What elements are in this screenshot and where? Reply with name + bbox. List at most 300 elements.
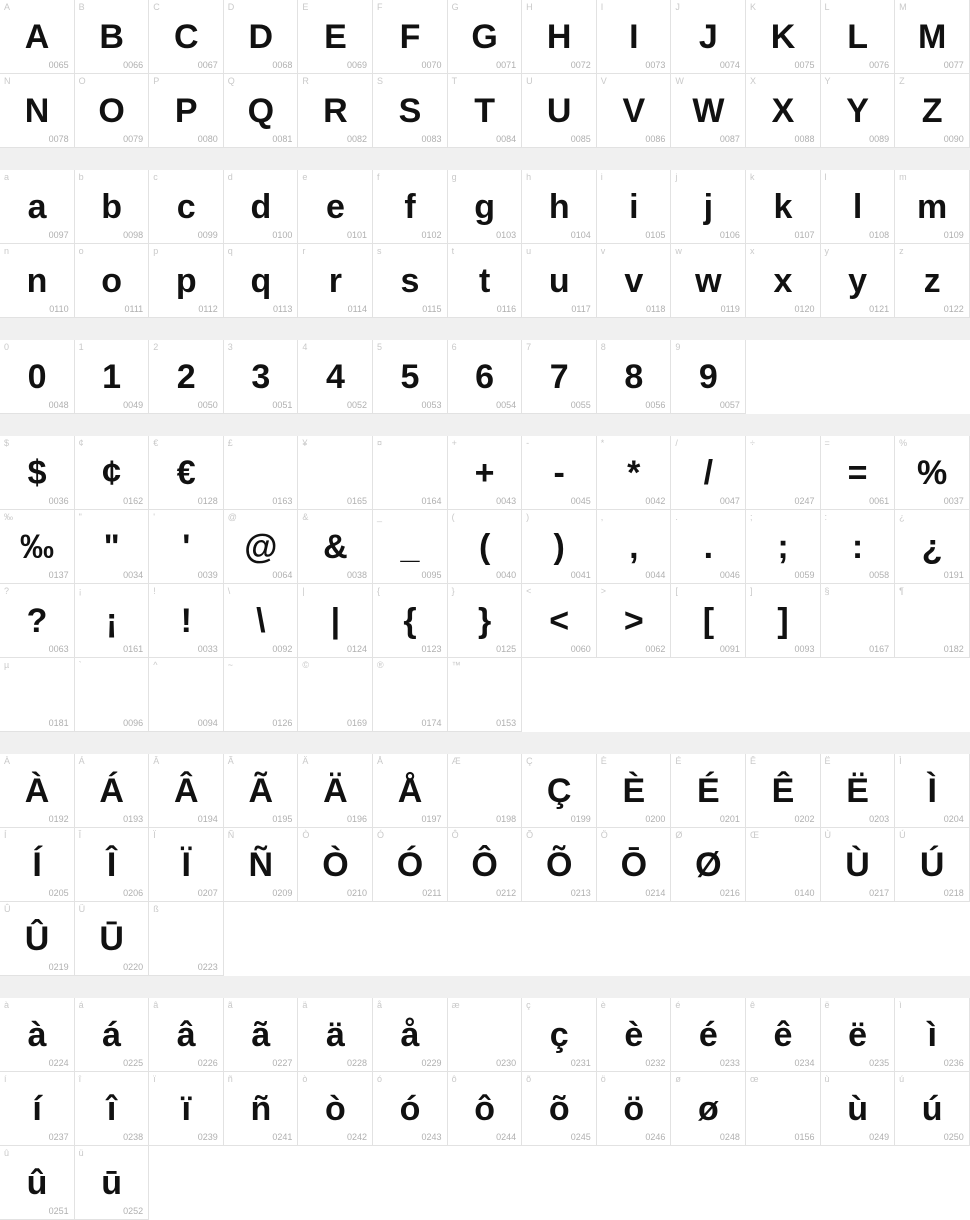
glyph-character: D (248, 17, 273, 56)
glyph-corner-label: 4 (302, 342, 308, 352)
glyph-corner-label: r (302, 246, 306, 256)
glyph-cell[interactable] (0, 74, 75, 148)
glyph-cell[interactable] (671, 998, 746, 1072)
glyph-cell[interactable] (448, 0, 523, 74)
glyph-cell[interactable] (0, 436, 75, 510)
glyph-cell[interactable] (0, 244, 75, 318)
glyph-corner-label: ~ (227, 660, 234, 670)
glyph-cell[interactable] (895, 0, 970, 74)
glyph-character: o (101, 261, 122, 300)
glyph-cell[interactable] (448, 170, 523, 244)
glyph-cell[interactable] (224, 658, 299, 732)
glyph-character: 1 (102, 357, 121, 396)
glyph-cell[interactable] (298, 1072, 373, 1146)
glyph-character: F (399, 17, 420, 56)
glyph-cell[interactable] (597, 1072, 672, 1146)
glyph-cell[interactable] (821, 584, 896, 658)
glyph-character: q (250, 261, 271, 300)
glyph-character: Ō (620, 845, 647, 884)
glyph-code-label: 0070 (421, 60, 442, 70)
glyph-cell[interactable] (0, 658, 75, 732)
glyph-character: > (623, 601, 644, 640)
glyph-code-label: 0182 (943, 644, 964, 654)
glyph-cell[interactable] (671, 754, 746, 828)
glyph-cell[interactable] (149, 584, 224, 658)
glyph-cell[interactable] (895, 754, 970, 828)
glyph-character: | (330, 601, 340, 640)
glyph-cell[interactable] (821, 828, 896, 902)
glyph-corner-label: & (302, 512, 309, 522)
glyph-character: å (400, 1015, 419, 1054)
glyph-cell[interactable] (597, 998, 672, 1072)
glyph-cell[interactable] (224, 170, 299, 244)
glyph-cell[interactable] (149, 658, 224, 732)
glyph-cell[interactable] (895, 510, 970, 584)
glyph-cell[interactable] (895, 1072, 970, 1146)
glyph-corner-label: £ (227, 438, 233, 448)
glyph-cell[interactable] (224, 754, 299, 828)
glyph-cell[interactable] (149, 244, 224, 318)
glyph-cell[interactable] (298, 0, 373, 74)
glyph-cell[interactable] (75, 0, 150, 74)
block-separator (0, 976, 970, 998)
glyph-corner-label: ® (376, 660, 384, 670)
glyph-cell[interactable] (522, 998, 597, 1072)
glyph-cell[interactable] (0, 170, 75, 244)
glyph-character: Â (173, 771, 199, 810)
glyph-code-label: 0071 (496, 60, 517, 70)
glyph-cell[interactable] (224, 74, 299, 148)
glyph-cell[interactable] (448, 754, 523, 828)
glyph-character: X (771, 91, 794, 130)
glyph-character: 6 (475, 357, 494, 396)
glyph-cell[interactable] (597, 828, 672, 902)
glyph-block-uppercase-latin (0, 0, 970, 148)
glyph-cell[interactable] (75, 74, 150, 148)
glyph-corner-label: ) (526, 512, 530, 522)
glyph-cell[interactable] (448, 828, 523, 902)
glyph-character: / (703, 453, 713, 492)
glyph-code-label: 0128 (197, 496, 218, 506)
glyph-block-lowercase-latin (0, 170, 970, 318)
glyph-cell[interactable] (298, 998, 373, 1072)
glyph-corner-label: = (824, 438, 830, 448)
glyph-cell[interactable] (75, 510, 150, 584)
glyph-cell[interactable] (373, 436, 448, 510)
glyph-cell[interactable] (0, 828, 75, 902)
glyph-corner-label: M (899, 2, 907, 12)
glyph-code-label: 0167 (869, 644, 890, 654)
glyph-code-label: 0153 (496, 718, 517, 728)
glyph-cell[interactable] (522, 436, 597, 510)
glyph-cell[interactable] (298, 510, 373, 584)
glyph-cell[interactable] (671, 340, 746, 414)
glyph-code-label: 0075 (794, 60, 815, 70)
glyph-cell[interactable] (746, 1072, 821, 1146)
glyph-cell[interactable] (298, 340, 373, 414)
glyph-cell[interactable] (746, 436, 821, 510)
glyph-character: _ (400, 527, 419, 566)
glyph-code-label: 0063 (48, 644, 69, 654)
glyph-cell[interactable] (224, 244, 299, 318)
glyph-cell[interactable] (149, 902, 224, 976)
glyph-cell[interactable] (298, 170, 373, 244)
glyph-cell[interactable] (895, 244, 970, 318)
glyph-character: S (398, 91, 421, 130)
glyph-cell[interactable] (373, 74, 448, 148)
glyph-code-label: 0124 (346, 644, 367, 654)
glyph-cell[interactable] (75, 340, 150, 414)
glyph-corner-label: u (526, 246, 532, 256)
glyph-cell[interactable] (821, 754, 896, 828)
glyph-cell[interactable] (895, 998, 970, 1072)
glyph-cell[interactable] (373, 340, 448, 414)
glyph-cell[interactable] (0, 1072, 75, 1146)
glyph-code-label: 0211 (422, 888, 442, 898)
glyph-cell[interactable] (448, 998, 523, 1072)
glyph-code-label: 0106 (719, 230, 740, 240)
glyph-cell[interactable] (75, 998, 150, 1072)
glyph-code-label: 0223 (197, 962, 218, 972)
glyph-code-label: 0196 (346, 814, 367, 824)
glyph-corner-label: Ø (675, 830, 683, 840)
glyph-character: í (32, 1089, 42, 1128)
glyph-corner-label: â (153, 1000, 159, 1010)
glyph-cell[interactable] (671, 510, 746, 584)
glyph-code-label: 0105 (645, 230, 666, 240)
glyph-character: h (548, 187, 570, 226)
glyph-cell[interactable] (522, 828, 597, 902)
glyph-cell[interactable] (298, 74, 373, 148)
glyph-cell[interactable] (224, 828, 299, 902)
glyph-cell[interactable] (75, 244, 150, 318)
glyph-code-label: 0059 (794, 570, 815, 580)
glyph-cell[interactable] (895, 170, 970, 244)
glyph-cell[interactable] (597, 170, 672, 244)
glyph-cell[interactable] (746, 0, 821, 74)
glyph-cell[interactable] (373, 170, 448, 244)
glyph-cell[interactable] (597, 510, 672, 584)
glyph-cell[interactable] (821, 74, 896, 148)
glyph-cell[interactable] (149, 754, 224, 828)
glyph-cell[interactable] (597, 584, 672, 658)
glyph-code-label: 0194 (197, 814, 218, 824)
glyph-code-label: 0163 (272, 496, 293, 506)
glyph-character: k (773, 187, 792, 226)
glyph-cell[interactable] (0, 340, 75, 414)
glyph-cell[interactable] (671, 244, 746, 318)
glyph-corner-label: K (749, 2, 756, 12)
glyph-cell[interactable] (597, 0, 672, 74)
glyph-corner-label: õ (526, 1074, 532, 1084)
glyph-cell[interactable] (746, 74, 821, 148)
glyph-code-label: 0122 (943, 304, 964, 314)
glyph-cell[interactable] (746, 754, 821, 828)
glyph-code-label: 0245 (570, 1132, 591, 1142)
glyph-cell[interactable] (0, 510, 75, 584)
glyph-code-label: 0233 (719, 1058, 740, 1068)
glyph-corner-label: 7 (526, 342, 532, 352)
glyph-code-label: 0102 (421, 230, 442, 240)
glyph-cell[interactable] (373, 754, 448, 828)
glyph-cell[interactable] (522, 510, 597, 584)
glyph-cell[interactable] (373, 1072, 448, 1146)
glyph-cell[interactable] (448, 1072, 523, 1146)
glyph-cell[interactable] (75, 584, 150, 658)
glyph-cell[interactable] (522, 754, 597, 828)
glyph-character: s (400, 261, 419, 300)
glyph-code-label: 0218 (943, 888, 964, 898)
glyph-cell[interactable] (373, 584, 448, 658)
glyph-cell[interactable] (0, 998, 75, 1072)
glyph-cell[interactable] (373, 0, 448, 74)
glyph-cell[interactable] (671, 0, 746, 74)
glyph-cell[interactable] (671, 828, 746, 902)
glyph-cell[interactable] (149, 170, 224, 244)
glyph-cell[interactable] (0, 1146, 75, 1220)
glyph-corner-label: ç (526, 1000, 531, 1010)
glyph-cell[interactable] (75, 170, 150, 244)
glyph-cell[interactable] (448, 244, 523, 318)
glyph-cell[interactable] (0, 754, 75, 828)
glyph-corner-label: m (899, 172, 907, 182)
glyph-code-label: 0040 (496, 570, 517, 580)
glyph-cell[interactable] (75, 658, 150, 732)
glyph-cell[interactable] (373, 828, 448, 902)
glyph-cell[interactable] (75, 828, 150, 902)
glyph-cell[interactable] (149, 1072, 224, 1146)
glyph-corner-label: j (675, 172, 678, 182)
glyph-code-label: 0108 (869, 230, 890, 240)
glyph-cell[interactable] (149, 340, 224, 414)
glyph-corner-label: O (78, 76, 86, 86)
glyph-code-label: 0204 (943, 814, 964, 824)
glyph-character: j (703, 187, 713, 226)
glyph-code-label: 0110 (49, 304, 69, 314)
glyph-cell[interactable] (75, 754, 150, 828)
glyph-cell[interactable] (821, 0, 896, 74)
glyph-corner-label: Z (899, 76, 905, 86)
glyph-cell[interactable] (746, 828, 821, 902)
glyph-cell[interactable] (224, 1072, 299, 1146)
glyph-cell[interactable] (597, 754, 672, 828)
glyph-code-label: 0198 (496, 814, 517, 824)
glyph-character: v (624, 261, 643, 300)
glyph-cell[interactable] (149, 828, 224, 902)
glyph-code-label: 0191 (943, 570, 964, 580)
glyph-cell[interactable] (298, 754, 373, 828)
glyph-code-label: 0112 (198, 304, 218, 314)
glyph-cell[interactable] (448, 340, 523, 414)
glyph-corner-label: e (302, 172, 308, 182)
glyph-cell[interactable] (224, 510, 299, 584)
glyph-cell[interactable] (448, 74, 523, 148)
glyph-cell[interactable] (522, 0, 597, 74)
glyph-code-label: 0041 (570, 570, 591, 580)
glyph-code-label: 0062 (645, 644, 666, 654)
glyph-character: û (26, 1163, 47, 1202)
glyph-corner-label: c (153, 172, 158, 182)
glyph-cell[interactable] (373, 510, 448, 584)
glyph-corner-label: É (675, 756, 682, 766)
glyph-cell[interactable] (821, 1072, 896, 1146)
glyph-cell[interactable] (373, 998, 448, 1072)
glyph-character: Ä (323, 771, 348, 810)
glyph-cell[interactable] (149, 998, 224, 1072)
glyph-code-label: 0045 (570, 496, 591, 506)
glyph-cell[interactable] (821, 170, 896, 244)
glyph-block-digits (0, 340, 970, 414)
glyph-code-label: 0230 (496, 1058, 517, 1068)
glyph-cell[interactable] (821, 436, 896, 510)
glyph-cell[interactable] (224, 340, 299, 414)
glyph-cell[interactable] (224, 998, 299, 1072)
glyph-code-label: 0210 (346, 888, 367, 898)
glyph-character: ê (773, 1015, 792, 1054)
glyph-code-label: 0117 (571, 304, 591, 314)
glyph-code-label: 0074 (719, 60, 740, 70)
glyph-cell[interactable] (522, 74, 597, 148)
glyph-corner-label: Ü (78, 904, 86, 914)
glyph-cell[interactable] (75, 902, 150, 976)
glyph-cell[interactable] (224, 584, 299, 658)
glyph-code-label: 0072 (570, 60, 591, 70)
glyph-cell[interactable] (671, 584, 746, 658)
glyph-cell[interactable] (224, 0, 299, 74)
glyph-character: Ñ (248, 845, 273, 884)
glyph-character: d (250, 187, 271, 226)
glyph-cell[interactable] (522, 1072, 597, 1146)
glyph-cell[interactable] (821, 510, 896, 584)
glyph-character: : (851, 527, 863, 566)
glyph-code-label: 0232 (645, 1058, 666, 1068)
glyph-corner-label: h (526, 172, 532, 182)
glyph-cell[interactable] (671, 74, 746, 148)
glyph-cell[interactable] (149, 436, 224, 510)
glyph-cell[interactable] (895, 584, 970, 658)
glyph-cell[interactable] (597, 74, 672, 148)
glyph-cell[interactable] (597, 340, 672, 414)
glyph-cell[interactable] (298, 584, 373, 658)
glyph-cell[interactable] (448, 436, 523, 510)
glyph-code-label: 0241 (272, 1132, 293, 1142)
glyph-character: È (622, 771, 645, 810)
glyph-character: u (548, 261, 570, 300)
glyph-code-label: 0248 (719, 1132, 740, 1142)
glyph-corner-label: Æ (451, 756, 461, 766)
glyph-code-label: 0164 (421, 496, 442, 506)
glyph-cell[interactable] (522, 340, 597, 414)
glyph-cell[interactable] (75, 1146, 150, 1220)
glyph-corner-label: ¤ (376, 438, 382, 448)
glyph-cell[interactable] (224, 436, 299, 510)
glyph-cell[interactable] (671, 436, 746, 510)
glyph-cell[interactable] (448, 584, 523, 658)
glyph-character: ø (698, 1089, 719, 1128)
glyph-cell[interactable] (746, 170, 821, 244)
glyph-code-label: 0084 (496, 134, 517, 144)
glyph-cell[interactable] (597, 244, 672, 318)
glyph-code-label: 0137 (48, 570, 69, 580)
glyph-cell[interactable] (746, 584, 821, 658)
glyph-code-label: 0244 (496, 1132, 517, 1142)
glyph-corner-label: s (376, 246, 382, 256)
glyph-cell[interactable] (448, 510, 523, 584)
glyph-cell[interactable] (149, 0, 224, 74)
glyph-character: p (175, 261, 197, 300)
glyph-cell[interactable] (522, 244, 597, 318)
glyph-cell[interactable] (149, 74, 224, 148)
glyph-block-lowercase-accented (0, 998, 970, 1220)
glyph-character: . (703, 527, 713, 566)
glyph-code-label: 0057 (719, 400, 740, 410)
glyph-cell[interactable] (895, 436, 970, 510)
glyph-cell[interactable] (895, 74, 970, 148)
glyph-corner-label: . (675, 512, 678, 522)
glyph-cell[interactable] (0, 902, 75, 976)
glyph-character: Î (106, 845, 116, 884)
glyph-cell[interactable] (0, 0, 75, 74)
glyph-cell[interactable] (298, 658, 373, 732)
glyph-cell[interactable] (671, 1072, 746, 1146)
glyph-character: y (848, 261, 867, 300)
glyph-cell[interactable] (895, 828, 970, 902)
glyph-cell[interactable] (448, 658, 523, 732)
glyph-corner-label: Ö (600, 830, 608, 840)
glyph-corner-label: U (526, 76, 533, 86)
glyph-corner-label: Ñ (227, 830, 235, 840)
glyph-character: Í (32, 845, 42, 884)
glyph-cell[interactable] (597, 436, 672, 510)
glyph-code-label: 0103 (496, 230, 517, 240)
glyph-corner-label: > (600, 586, 607, 596)
glyph-character: Ó (396, 845, 423, 884)
glyph-character: ¢ (102, 453, 121, 492)
glyph-character: E (324, 17, 347, 56)
glyph-corner-label: ™ (451, 660, 461, 670)
glyph-cell[interactable] (522, 170, 597, 244)
glyph-cell[interactable] (373, 658, 448, 732)
glyph-cell[interactable] (821, 244, 896, 318)
glyph-corner-label: 9 (675, 342, 681, 352)
glyph-cell[interactable] (298, 244, 373, 318)
glyph-cell[interactable] (746, 244, 821, 318)
glyph-cell[interactable] (671, 170, 746, 244)
glyph-code-label: 0038 (346, 570, 367, 580)
glyph-cell[interactable] (298, 436, 373, 510)
glyph-corner-label: Ë (824, 756, 831, 766)
glyph-code-label: 0236 (943, 1058, 964, 1068)
glyph-cell[interactable] (746, 998, 821, 1072)
glyph-code-label: 0119 (720, 304, 740, 314)
glyph-code-label: 0036 (48, 496, 69, 506)
glyph-cell[interactable] (821, 998, 896, 1072)
glyph-cell[interactable] (75, 436, 150, 510)
glyph-code-label: 0107 (794, 230, 815, 240)
glyph-cell[interactable] (522, 584, 597, 658)
glyph-code-label: 0224 (48, 1058, 69, 1068)
glyph-corner-label: û (4, 1148, 10, 1158)
glyph-cell[interactable] (746, 510, 821, 584)
glyph-cell[interactable] (373, 244, 448, 318)
glyph-cell[interactable] (75, 1072, 150, 1146)
glyph-corner-label: ú (899, 1074, 905, 1084)
glyph-cell[interactable] (298, 828, 373, 902)
glyph-corner-label: À (4, 756, 11, 766)
glyph-cell[interactable] (149, 510, 224, 584)
glyph-cell[interactable] (0, 584, 75, 658)
glyph-code-label: 0046 (719, 570, 740, 580)
